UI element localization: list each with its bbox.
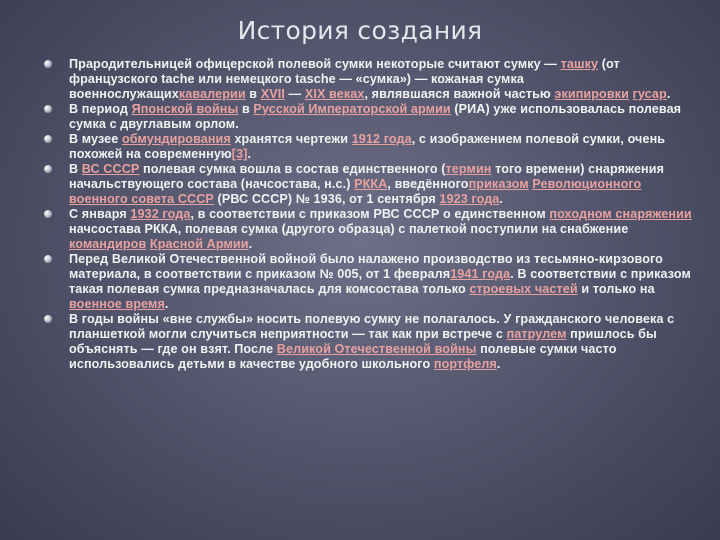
paragraph-text <box>69 132 665 161</box>
paragraph-segment: полевая сумка вошла в состав единственного ( <box>139 162 446 176</box>
paragraph-segment: Перед Великой Отечественной войной было налажено производство из тесьмяно-кирзового материала, в соответствии с приказом № 005, от 1 февраля <box>69 252 663 281</box>
paragraph-segment: полевые сумки часто использовались детьми в качестве удобного школьного <box>69 342 617 371</box>
bullet-icon <box>44 105 52 113</box>
inline-link[interactable]: [3] <box>231 147 248 161</box>
inline-link[interactable]: ВС СССР <box>81 162 140 176</box>
inline-link[interactable]: термин <box>445 162 492 176</box>
paragraph-segment: . <box>496 357 501 371</box>
inline-link[interactable]: кавалерии <box>178 87 246 101</box>
inline-link[interactable]: строевых частей <box>469 282 578 296</box>
paragraph-segment: (РВС СССР) № 1936, от 1 сентября <box>213 192 440 206</box>
bullet-item <box>44 162 694 207</box>
paragraph-segment: С января <box>69 207 131 221</box>
paragraph-text <box>69 207 692 251</box>
inline-link[interactable]: XVII <box>260 87 285 101</box>
paragraph-segment: В музее <box>69 132 122 146</box>
bullet-icon <box>44 315 52 323</box>
bullet-list <box>44 57 694 372</box>
inline-link[interactable]: РККА <box>354 177 388 191</box>
paragraph-segment: В <box>69 162 82 176</box>
paragraph-segment: . <box>666 87 671 101</box>
bullet-item <box>44 102 694 132</box>
bullet-item <box>44 57 694 102</box>
paragraph-segment: хранятся чертежи <box>230 132 352 146</box>
inline-link[interactable]: Японской войны <box>131 102 239 116</box>
paragraph-segment: (от французского tache или немецкого tasche — «сумка») — кожаная сумка военнослужащих <box>69 57 620 101</box>
inline-link[interactable]: 1923 года <box>439 192 500 206</box>
paragraph-segment: , введённого <box>387 177 469 191</box>
slide-title: История создания <box>237 16 483 45</box>
paragraph-segment: начсостава РККА, полевая сумка (другого образца) с палеткой поступили на снабжение <box>69 222 629 236</box>
paragraph-segment: того времени) снаряжения начальствующего состава (начсостава, н.с.) <box>69 162 665 191</box>
bullet-icon <box>44 210 52 218</box>
inline-link[interactable]: экипировки <box>554 87 629 101</box>
inline-link[interactable]: приказом <box>468 177 529 191</box>
inline-link[interactable]: Великой Отечественной войны <box>276 342 477 356</box>
inline-link[interactable]: гусар <box>632 87 667 101</box>
paragraph-segment: и только на <box>577 282 655 296</box>
inline-link[interactable]: портфеля <box>433 357 497 371</box>
paragraph-segment: . В соответствии с приказом такая полевая сумка предназначалась для комсостава только <box>69 267 691 296</box>
paragraph-segment: в <box>245 87 261 101</box>
paragraph-segment: пришлось бы объяснять — где он взят. После <box>69 327 657 356</box>
paragraph-segment: В период <box>69 102 132 116</box>
inline-link[interactable]: Революционного военного совета СССР <box>69 177 642 206</box>
inline-link[interactable]: патрулем <box>506 327 567 341</box>
paragraph-segment: , являвшаяся важной частью <box>364 87 555 101</box>
paragraph-segment: . <box>248 237 253 251</box>
paragraph-text <box>69 252 691 311</box>
inline-link[interactable]: командиров <box>69 237 147 251</box>
paragraph-text <box>69 57 670 101</box>
bullet-icon <box>44 255 52 263</box>
bullet-item <box>44 207 694 252</box>
paragraph-text <box>69 162 664 206</box>
inline-link[interactable]: обмундирования <box>121 132 231 146</box>
paragraph-segment: В годы войны «вне службы» носить полевую сумку не полагалось. У гражданского человека с планшеткой могли случиться неприятности — так как при встрече с <box>69 312 675 341</box>
inline-link[interactable]: военное время <box>69 297 165 311</box>
paragraph-segment: . <box>164 297 169 311</box>
paragraph-segment: в <box>238 102 254 116</box>
bullet-item <box>44 312 694 372</box>
inline-link[interactable]: Русской Императорской армии <box>253 102 451 116</box>
bullet-icon <box>44 165 52 173</box>
paragraph-text <box>69 312 674 371</box>
inline-link[interactable]: 1912 года <box>351 132 412 146</box>
bullet-icon <box>44 135 52 143</box>
paragraph-segment: . <box>499 192 504 206</box>
paragraph-segment: . <box>247 147 252 161</box>
inline-link[interactable]: 1932 года <box>130 207 191 221</box>
inline-link[interactable]: Красной Армии <box>149 237 249 251</box>
paragraph-segment: (РИА) уже использовалась полевая сумка с двуглавым орлом. <box>69 102 682 131</box>
bullet-item <box>44 252 694 312</box>
paragraph-text <box>69 102 681 131</box>
paragraph-segment: , с изображением полевой сумки, очень похожей на современную <box>69 132 666 161</box>
inline-link[interactable]: ташку <box>560 57 599 71</box>
paragraph-segment: , в соответствии с приказом РВС СССР о единственном <box>190 207 550 221</box>
paragraph-segment: — <box>284 87 305 101</box>
bullet-item <box>44 132 694 162</box>
paragraph-segment: Прародительницей офицерской полевой сумки некоторые считают сумку — <box>69 57 561 71</box>
inline-link[interactable]: походном снаряжении <box>549 207 692 221</box>
bullet-icon <box>44 60 52 68</box>
inline-link[interactable]: 1941 года <box>450 267 511 281</box>
inline-link[interactable]: XIX веках <box>304 87 365 101</box>
